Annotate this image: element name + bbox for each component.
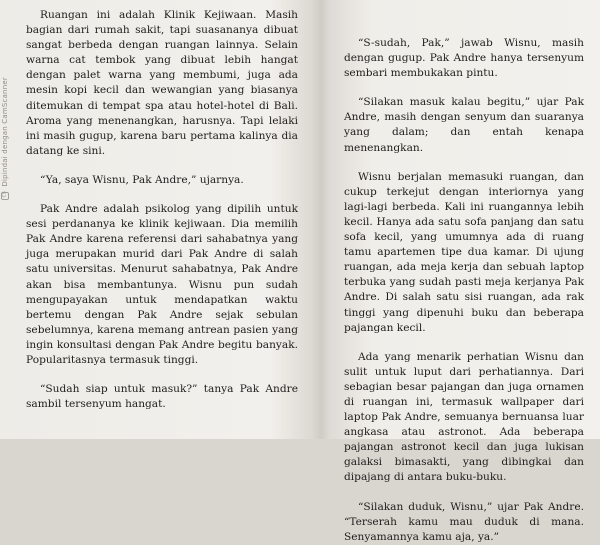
- paragraph: “S-sudah, Pak,” jawab Wisnu, masih dengan gugup. Pak Andre hanya tersenyum sembari membukakan pintu.: [344, 37, 584, 80]
- paragraph: “Silakan masuk kalau begitu,” ujar Pak Andre, masih dengan senyum dan suaranya yang dalam; dan entah kenapa menenangkan.: [344, 96, 584, 154]
- paragraph: “Sudah siap untuk masuk?” tanya Pak Andre sambil tersenyum hangat.: [26, 383, 298, 411]
- left-page: [26, 0, 298, 439]
- paragraph: Pak Andre adalah psikolog yang dipilih untuk sesi perdananya ke klinik kejiwaan. Dia memilih Pak Andre karena referensi dari sahabatnya yang juga merupakan murid dari Pak Andre di salah satu universitas. Menurut sahabatnya, Pak Andre akan bisa membantunya. Wisnu pun sudah mengupayakan untuk mendapatkan waktu bertemu dengan Pak Andre sejak sebulan sebelumnya, karena memang antrean pasien yang ingin konsultasi dengan Pak Andre begitu banyak. Popularitasnya termasuk tinggi.: [26, 203, 298, 366]
- paragraph: Ruangan ini adalah Klinik Kejiwaan. Masih bagian dari rumah sakit, tapi suasananya dibuat sangat berbeda dengan ruangan lainnya. Selain warna cat tembok yang dibuat lebih hangat dengan palet warna yang membumi, juga ada mesin kopi kecil dan wewangian yang biasanya ditemukan di tempat spa atau hotel-hotel di Bali. Aroma yang menenangkan, harusnya. Tapi lelaki ini masih gugup, karena baru pertama kalinya dia datang ke sini.: [26, 9, 298, 157]
- svg-text:CS: CS: [2, 190, 8, 198]
- paragraph: Wisnu berjalan memasuki ruangan, dan cukup terkejut dengan interiornya yang lagi-lagi berbeda. Kali ini ruangannya lebih kecil. Hanya ada satu sofa panjang dan satu sofa kecil, yang umumnya ada di ruang tamu apartemen tipe dua kamar. Di ujung ruangan, ada meja kerja dan sebuah laptop terbuka yang sudah pasti meja kerjanya Pak Andre. Di salah satu sisi ruangan, ada rak tinggi yang dipenuhi buku dan beberapa pajangan kecil.: [344, 170, 584, 334]
- cs-logo-icon: [1, 192, 9, 200]
- right-page: [344, 0, 584, 543]
- paragraph: “Ya, saya Wisnu, Pak Andre,” ujarnya.: [40, 173, 244, 186]
- paragraph: “Silakan duduk, Wisnu,” ujar Pak Andre. “Terserah kamu mau duduk di mana. Senyamannya kamu aja, ya.”: [344, 500, 584, 543]
- camscanner-watermark: [1, 0, 12, 200]
- watermark-text: Dipindai dengan CamScanner: [1, 77, 9, 187]
- paragraph: Ada yang menarik perhatian Wisnu dan sulit untuk luput dari perhatiannya. Dari sebagian besar pajangan dan juga ornamen di ruangan ini, termasuk wallpaper dari laptop Pak Andre, semuanya bernuansa luar angkasa atau astronot. Ada beberapa pajangan astronot kecil dan juga lukisan galaksi bimasakti, yang dibingkai dan dipajang di antara buku-buku.: [344, 350, 584, 484]
